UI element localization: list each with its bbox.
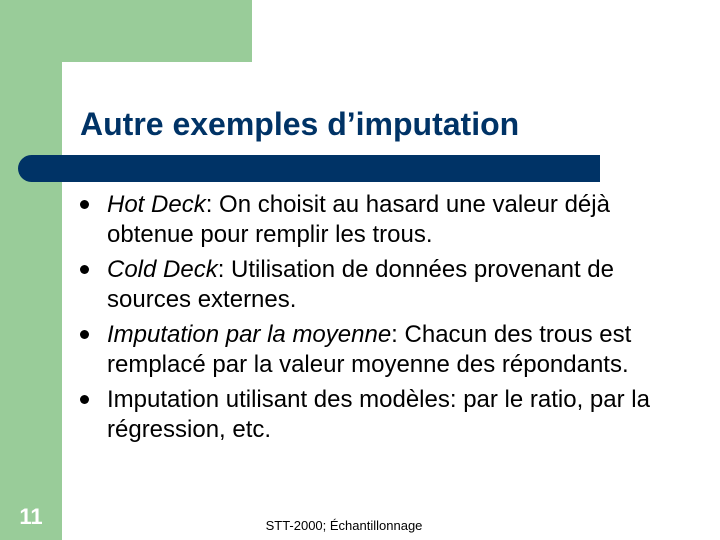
bullet-text: : Utilisation de données provenant de sources externes.	[107, 256, 614, 313]
bullet-text: : Chacun des trous est remplacé par la valeur moyenne des répondants.	[107, 321, 632, 378]
bullet-item-cold-deck	[80, 255, 700, 315]
frame-left-band	[0, 0, 62, 540]
bullet-item-hot-deck	[80, 190, 700, 250]
bullet-item-model-imputation	[80, 385, 700, 445]
bullet-text: : On choisit au hasard une valeur déjà obtenue pour remplir les trous.	[107, 191, 610, 248]
bullet-text: Imputation utilisant des modèles: par le ratio, par la régression, etc.	[107, 386, 650, 443]
bullet-dot-icon	[80, 200, 89, 209]
bullet-dot-icon	[80, 265, 89, 274]
slide-footer: STT-2000; Échantillonnage	[265, 518, 423, 533]
slide-title: Autre exemples d’imputation	[80, 106, 520, 142]
title-underline-bar	[18, 155, 600, 182]
bullet-item-mean-imputation	[80, 320, 700, 380]
bullet-dot-icon	[80, 395, 89, 404]
bullet-term: Hot Deck	[107, 191, 206, 218]
bullet-list	[80, 190, 700, 450]
page-number: 11	[19, 504, 43, 529]
bullet-term: Imputation par la moyenne	[107, 321, 392, 348]
bullet-dot-icon	[80, 330, 89, 339]
bullet-term: Cold Deck	[107, 256, 218, 283]
